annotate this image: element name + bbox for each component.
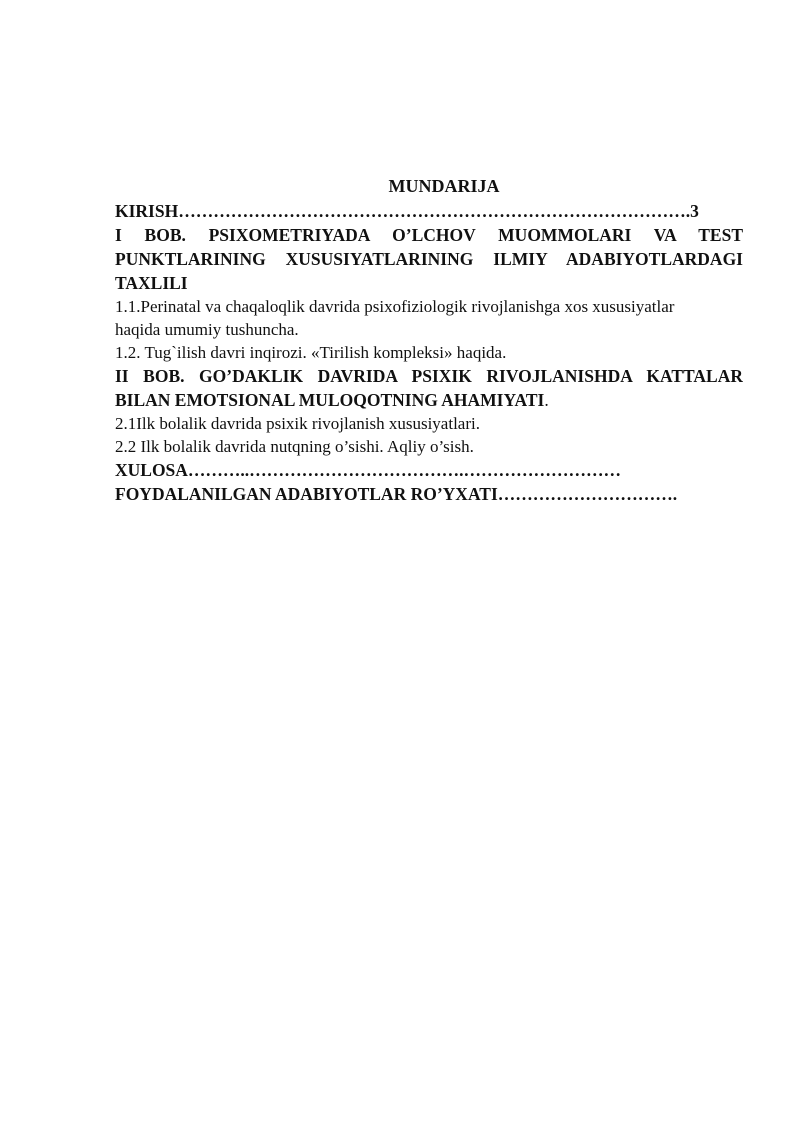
toc-chapter1-line2: PUNKTLARINING XUSUSIYATLARINING ILMIY ADABIYOTLARDAGI xyxy=(115,249,743,269)
toc-chapter2-line2-end: . xyxy=(544,390,549,410)
toc-entry-xulosa: XULOSA………..……………………………….……………………… xyxy=(115,460,622,480)
toc-chapter2-line2: BILAN EMOTSIONAL MULOQOTNING AHAMIYATI xyxy=(115,390,545,410)
toc-chapter1-line3: TAXLILI xyxy=(115,273,188,293)
toc-title: MUNDARIJA xyxy=(388,176,500,196)
toc-section-2-1: 2.1Ilk bolalik davrida psixik rivojlanish xususiyatlari. xyxy=(115,414,480,433)
toc-entry-kirish: KIRISH…………………………………………………………………………….3 xyxy=(115,201,699,221)
toc-chapter2-line1: II BOB. GO’DAKLIK DAVRIDA PSIXIK RIVOJLANISHDA KATTALAR xyxy=(115,366,743,386)
toc-section-1-2: 1.2. Tug`ilish davri inqirozi. «Tirilish kompleksi» haqida. xyxy=(115,343,507,362)
toc-section-1-1-line2: haqida umumiy tushuncha. xyxy=(115,320,299,339)
toc-section-2-2: 2.2 Ilk bolalik davrida nutqning o’sishi. Aqliy o’sish. xyxy=(115,437,474,456)
toc-entry-adabiyotlar: FOYDALANILGAN ADABIYOTLAR RO’YXATI…………………………. xyxy=(115,484,678,504)
toc-chapter1-line1: I BOB. PSIXOMETRIYADA O’LCHOV MUOMMOLARI VA TEST xyxy=(115,225,743,245)
toc-chapter2-line2-wrap xyxy=(115,388,743,412)
table-of-contents xyxy=(115,173,743,506)
toc-section-1-1-line1: 1.1.Perinatal va chaqaloqlik davrida psixofiziologik rivojlanishga xos xususiyatlar xyxy=(115,297,675,316)
